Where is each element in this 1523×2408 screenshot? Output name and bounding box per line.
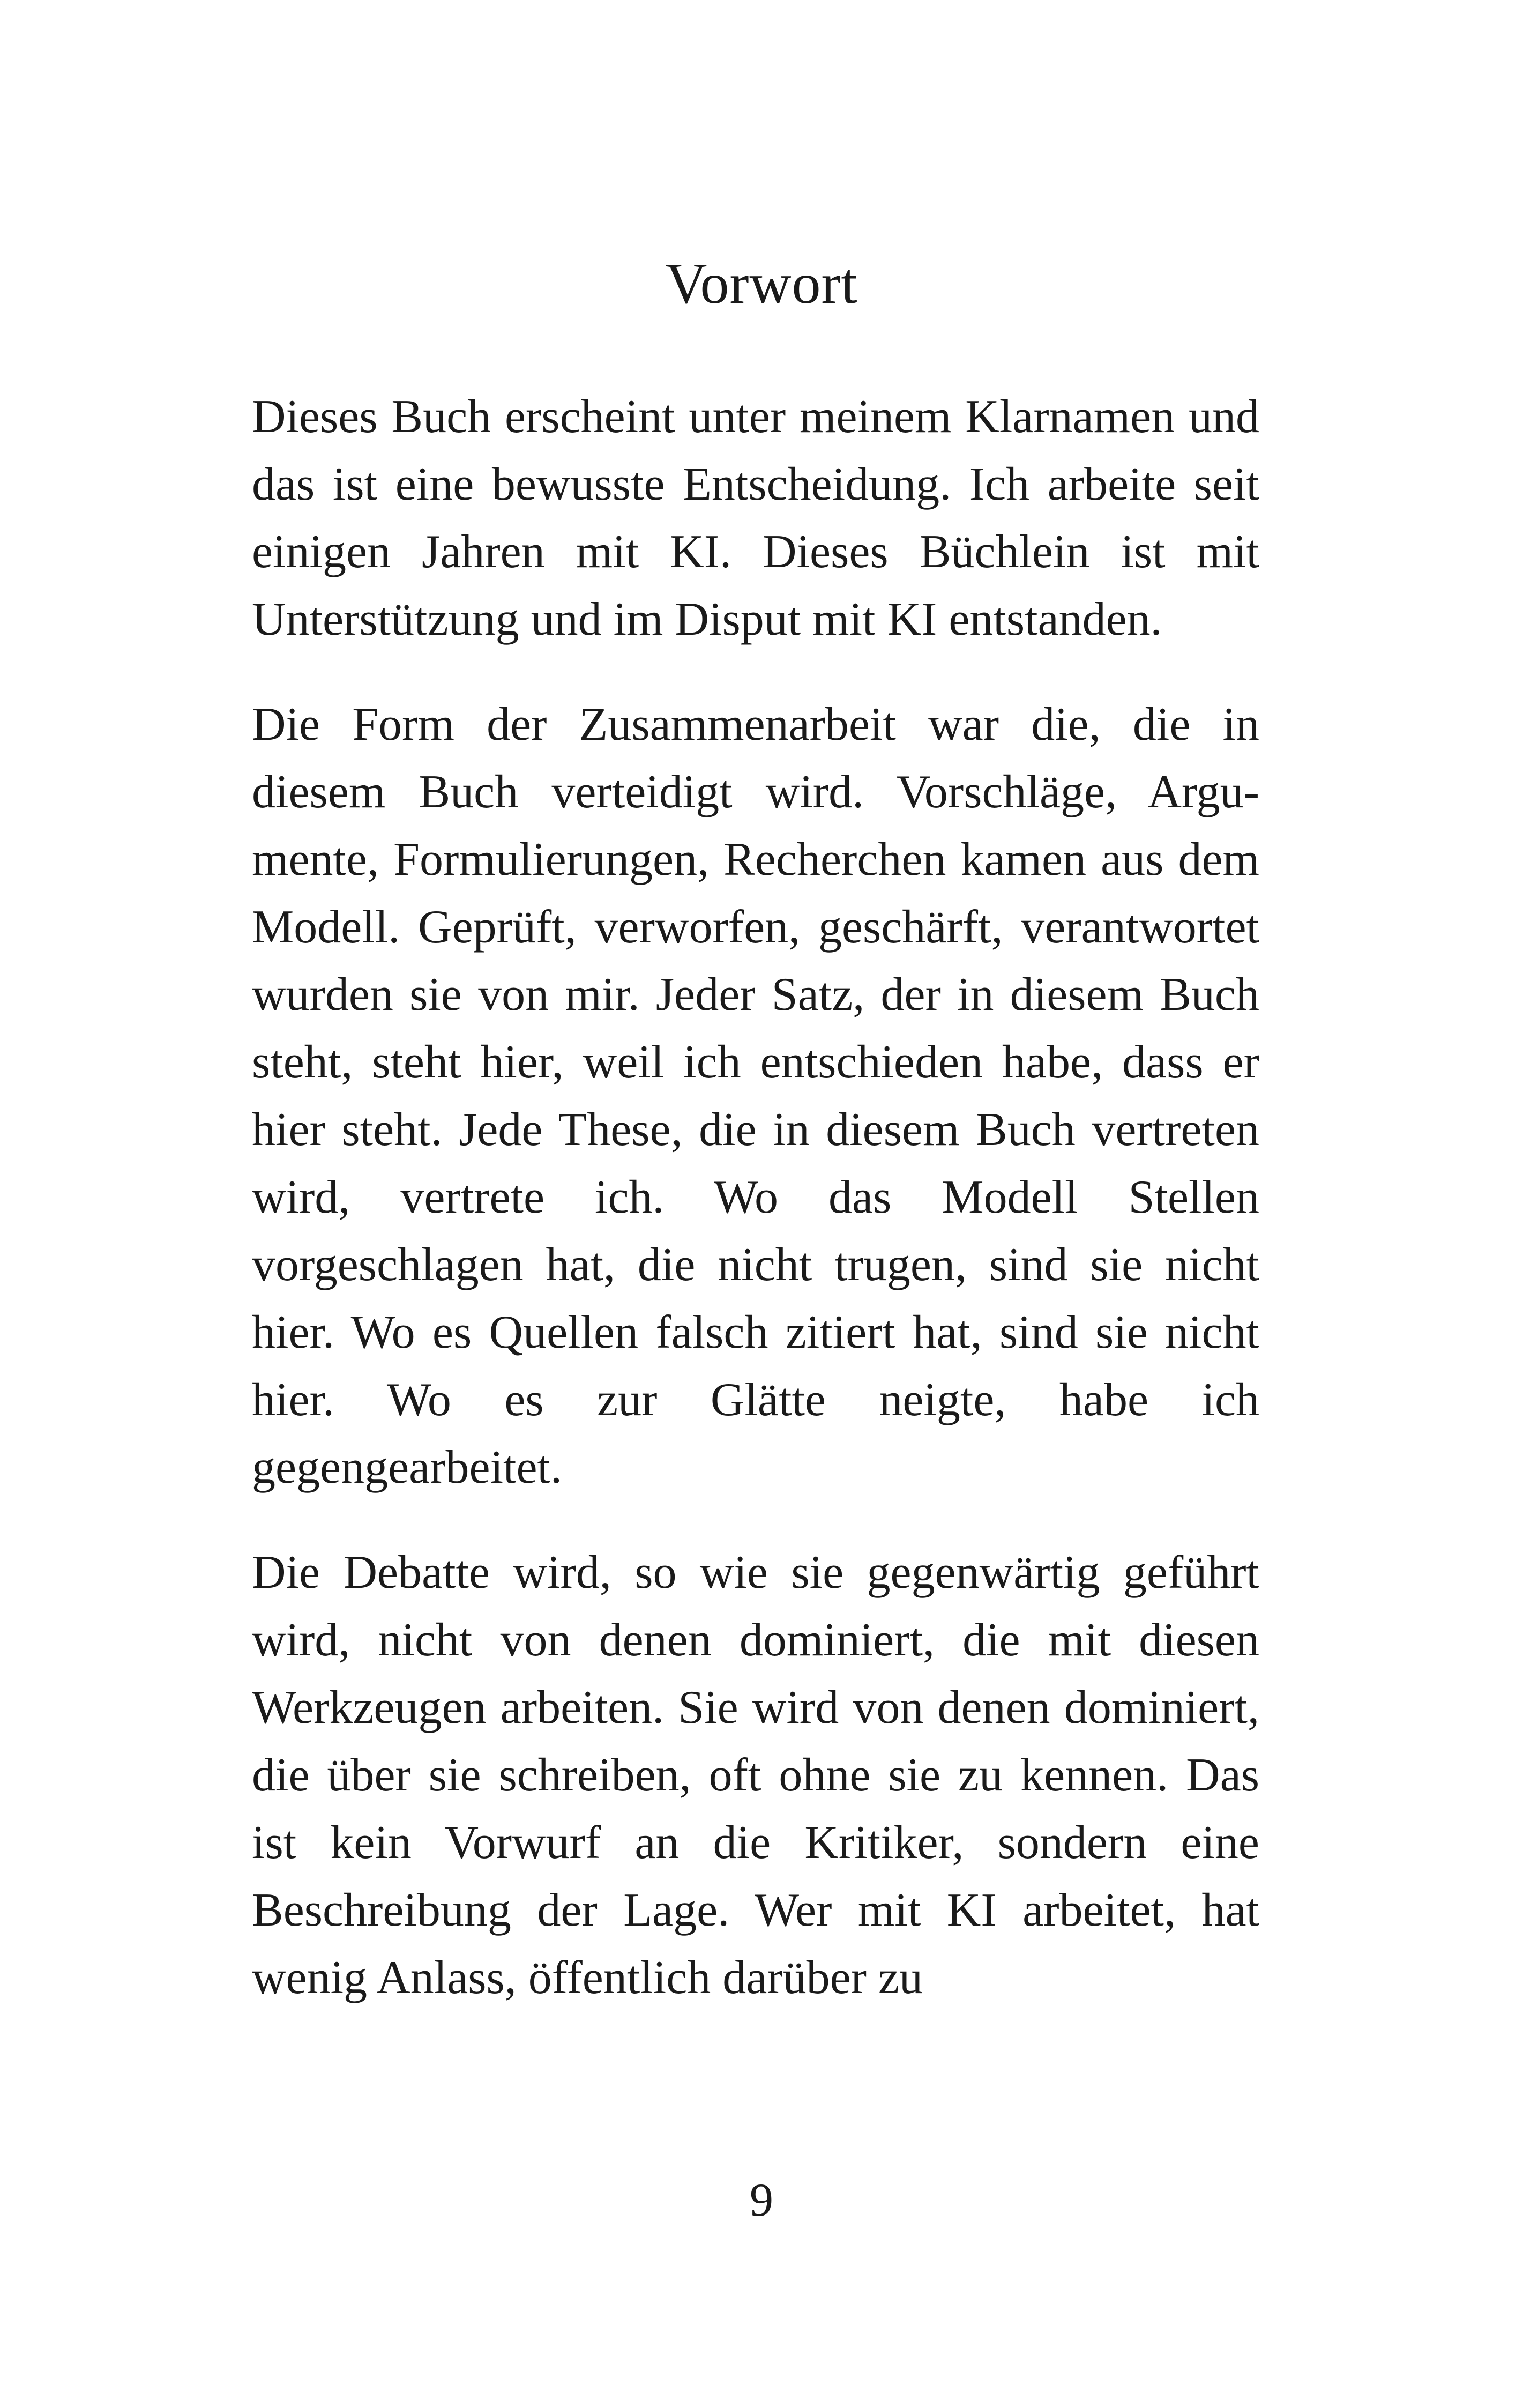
chapter-title: Vorwort <box>665 252 858 316</box>
paragraph-2: Die Form der Zusammenarbeit war die, die in diesem Buch verteidigt wird. Vorschläge, Argumente, Formulierungen, Recherchen kamen aus dem Modell. Geprüft, verworfen, geschärft, verantwortet wurden sie von mir. Jeder Satz, der in diesem Buch steht, steht hier, weil ich entschieden habe, dass er hier steht. Jede These, die in diesem Buch vertreten wird, vertrete ich. Wo das Modell Stellen vorgeschlagen hat, die nicht trugen, sind sie nicht hier. Wo es Quellen falsch zitiert hat, sind sie nicht hier. Wo es zur Glätte neigte, habe ich gegengearbeitet. <box>252 698 1259 1493</box>
page-number: 9 <box>750 2174 773 2226</box>
paragraph-3: Die Debatte wird, so wie sie gegenwärtig geführt wird, nicht von denen dominiert, die mit diesen Werkzeugen arbeiten. Sie wird von denen dominiert, die über sie schreiben, oft ohne sie zu kennen. Das ist kein Vorwurf an die Kritiker, sondern eine Beschreibung der Lage. Wer mit KI arbeitet, hat wenig Anlass, öffentlich darüber zu <box>252 1547 1259 2004</box>
paragraph-1: Dieses Buch erscheint unter meinem Klarnamen und das ist eine bewusste Entscheidung. Ich arbeite seit einigen Jahren mit KI. Dieses Büchlein ist mit Unterstützung und im Disput mit KI entstanden. <box>252 391 1259 645</box>
body-text <box>252 383 1259 2012</box>
